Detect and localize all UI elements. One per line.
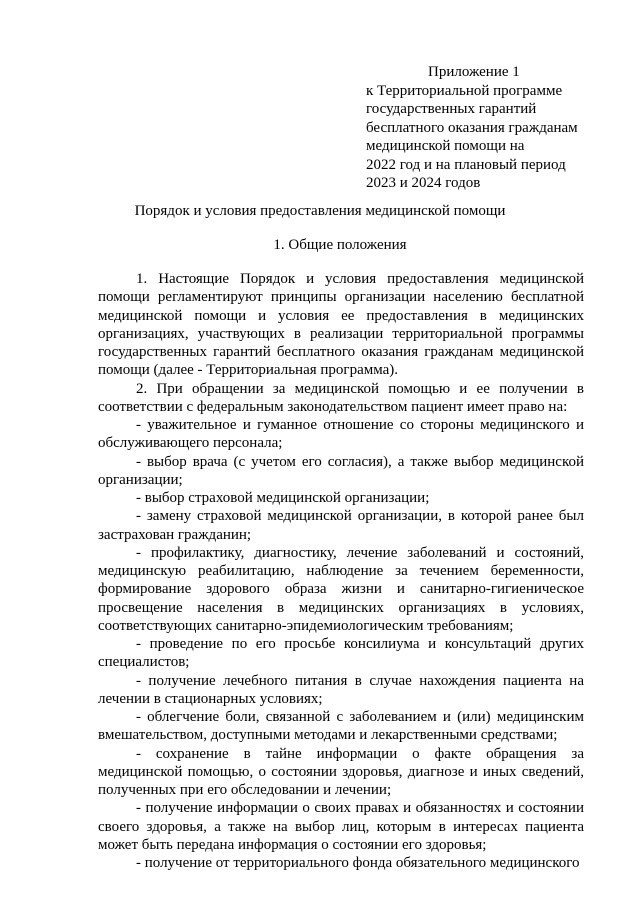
text-line: обслуживающего персонала; <box>98 435 283 452</box>
text-line: помощи (далее - Территориальная программа). <box>98 362 399 379</box>
text-line: соответствующих санитарно-эпидемиологическим требованиям; <box>98 617 514 634</box>
paragraph <box>98 745 584 800</box>
text-line: полученных при его обследовании и лечении; <box>98 782 392 798</box>
text-line: - проведение по его просьбе консилиума и консультаций других <box>136 636 584 652</box>
document-body <box>98 270 584 872</box>
section-heading: 1. Общие положения <box>273 237 407 253</box>
appendix-line: государственных гарантий <box>366 101 537 117</box>
appendix-line: 2022 год и на плановый период <box>366 156 566 173</box>
text-line: - получение информации о своих правах и обязанностях и состоянии <box>136 800 584 817</box>
text-line: медицинской помощью, о состоянии здоровья, диагнозе и иных сведений, <box>98 763 584 780</box>
text-line: медицинскую реабилитацию, наблюдение за течением беременности, <box>98 563 584 579</box>
appendix-line: бесплатного оказания гражданам <box>366 119 578 136</box>
text-line: 2. При обращении за медицинской помощью и ее получении в <box>136 380 584 397</box>
appendix-line: Приложение 1 <box>428 64 520 80</box>
text-line: помощи регламентируют принципы организации населению бесплатной <box>98 289 584 306</box>
paragraph <box>98 453 584 490</box>
document-title: Порядок и условия предоставления медицинской помощи <box>134 203 506 219</box>
text-line: соответствии с федеральным законодательством пациент имеет право на: <box>98 398 568 415</box>
text-line: формирование здорового образа жизни и санитарно-гигиеническое <box>98 581 584 598</box>
text-line: - выбор врача (с учетом его согласия), а также выбор медицинской <box>136 453 584 470</box>
text-line: - сохранение в тайне информации о факте обращения за <box>136 745 584 762</box>
text-line: организации; <box>98 471 183 488</box>
text-line: государственных гарантий бесплатного оказания гражданам медицинской <box>98 344 584 360</box>
text-line: застрахован гражданин; <box>98 526 252 543</box>
paragraph <box>98 799 584 854</box>
paragraph <box>98 672 584 709</box>
appendix-line: к Территориальной программе <box>366 82 563 99</box>
paragraph <box>98 270 584 380</box>
text-line: может быть передана информация о состоянии его здоровья; <box>98 836 487 853</box>
paragraph <box>98 416 584 453</box>
paragraph <box>98 489 584 507</box>
text-line: - профилактику, диагностику, лечение заболеваний и состояний, <box>136 544 584 561</box>
appendix-line: 2023 и 2024 годов <box>366 175 481 191</box>
paragraph <box>98 635 584 672</box>
text-line: - облегчение боли, связанной с заболеванием и (или) медицинским <box>136 709 584 725</box>
text-line: - получение от территориального фонда обязательного медицинского <box>136 855 580 871</box>
text-line: 1. Настоящие Порядок и условия предоставления медицинской <box>136 271 584 287</box>
text-line: просвещение населения в медицинских организациях в условиях, <box>98 599 584 616</box>
text-line: лечении в стационарных условиях; <box>98 690 323 707</box>
text-line: организациях, участвующих в реализации территориальной программы <box>98 325 584 342</box>
paragraph <box>98 854 584 872</box>
text-line: медицинской помощи и условия ее предоставления в медицинских <box>98 307 584 324</box>
text-line: вмешательством, доступными методами и лекарственными средствами; <box>98 727 558 744</box>
paragraph <box>98 507 584 544</box>
paragraph <box>98 380 584 417</box>
text-line: - выбор страховой медицинской организации; <box>136 490 430 506</box>
text-line: - уважительное и гуманное отношение со стороны медицинского и <box>136 417 584 433</box>
text-line: специалистов; <box>98 654 190 671</box>
paragraph <box>98 708 584 745</box>
appendix-header <box>366 63 606 193</box>
paragraph <box>98 544 584 635</box>
text-line: - замену страховой медицинской организации, в которой ранее был <box>136 508 584 525</box>
text-line: своего здоровья, а также на выбор лиц, которым в интересах пациента <box>98 818 584 835</box>
appendix-line: медицинской помощи на <box>366 138 525 154</box>
text-line: - получение лечебного питания в случае нахождения пациента на <box>136 672 584 689</box>
